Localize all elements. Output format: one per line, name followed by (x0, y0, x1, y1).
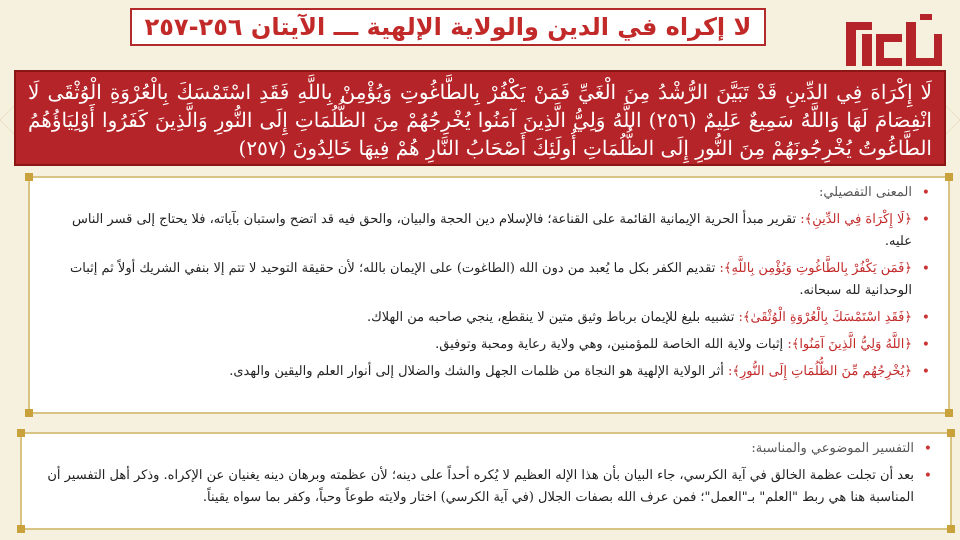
explanation-text: إثبات ولاية الله الخاصة للمؤمنين، وهي ولاية رعاية ومحبة وتوفيق. (435, 337, 784, 352)
explanation-text: تقرير مبدأ الحرية الإيمانية القائمة على القناعة؛ فالإسلام دين الحجة والبيان، والحق فيه قد اتضح واستبان بآياته، فلا يحتاج إلى قسر الناس عليه. (71, 212, 912, 249)
detailed-meaning-panel (28, 176, 950, 414)
page-title (130, 8, 766, 46)
thematic-heading: • التفسير الموضوعي والمناسبة: (46, 438, 934, 460)
thematic-item (46, 465, 934, 509)
corner-ornament (17, 429, 25, 437)
verse-box (14, 70, 946, 166)
quote-text: ﴿لَا إِكْرَاهَ فِي الدِّينِ﴾: (800, 212, 912, 227)
detail-item (58, 209, 932, 253)
detail-item (58, 307, 932, 329)
quote-text: ﴿فَمَن يَكْفُرْ بِالطَّاغُوتِ وَيُؤْمِن بِاللَّهِ﴾: (719, 261, 912, 276)
corner-ornament (947, 429, 955, 437)
thematic-panel (20, 432, 952, 530)
explanation-text: تقديم الكفر بكل ما يُعبد من دون الله (الطاغوت) على الإيمان بالله؛ لأن حقيقة التوحيد لا تتم إلا بنفي الشريك أولاً ثم إثبات الوحدانية لله سبحانه. (70, 261, 912, 298)
explanation-text: أثر الولاية الإلهية هو النجاة من ظلمات الجهل والشك والضلال إلى أنوار العلم واليقين والهدى. (229, 364, 724, 379)
corner-ornament (947, 525, 955, 533)
explanation-text: تشبيه بليغ للإيمان برباط وثيق متين لا ينقطع، ينجي صاحبه من الهلاك. (366, 310, 735, 325)
page-title-text: لا إكراه في الدين والولاية الإلهية ـــ الآيتان ٢٥٦-٢٥٧ (144, 13, 752, 41)
corner-ornament (17, 525, 25, 533)
corner-ornament (25, 409, 33, 417)
quote-text: ﴿يُخْرِجُهُم مِّنَ الظُّلُمَاتِ إِلَى النُّورِ﴾: (727, 364, 912, 379)
detail-item (58, 361, 932, 383)
detail-item (58, 258, 932, 302)
detail-heading: • المعنى التفصيلي: (58, 182, 932, 204)
quote-text: ﴿فَقَدِ اسْتَمْسَكَ بِالْعُرْوَةِ الْوُثْقَىٰ﴾: (738, 310, 912, 325)
corner-ornament (25, 173, 33, 181)
quote-text: ﴿اللَّهُ وَلِيُّ الَّذِينَ آمَنُوا﴾: (787, 337, 912, 352)
thematic-text: بعد أن تجلت عظمة الخالق في آية الكرسي، جاء البيان بأن هذا الإله العظيم لا يُكره أحداً على دينه؛ لأن عظمته وبرهان دينه يغنيان عن الإكراه. وذكر أهل التفسير أن المناسبة هنا هي ربط "العلم" بـ"العمل"؛ فمن عرف الله بصفات الجلال (في آية الكرسي) اختار ولايته طوعاً وحباً، وكفر بما سواه يقيناً. (47, 468, 914, 505)
verse-text: لَا إِكْرَاهَ فِي الدِّينِ قَدْ تَبَيَّنَ الرُّشْدُ مِنَ الْغَيِّ فَمَنْ يَكْفُرْ بِالطَّاغُوتِ وَيُؤْمِنْ بِاللَّهِ فَقَدِ اسْتَمْسَكَ بِالْعُرْوَةِ الْوُثْقَى لَا انْفِصَامَ لَهَا وَاللَّهُ سَمِيعٌ عَلِيمٌ (٢٥٦) اللَّهُ وَلِيُّ الَّذِينَ آمَنُوا يُخْرِجُهُمْ مِنَ الظُّلُمَاتِ إِلَى النُّورِ وَالَّذِينَ كَفَرُوا أَوْلِيَاؤُهُمُ الطَّاغُوتُ يُخْرِجُونَهُمْ مِنَ النُّورِ إِلَى الظُّلُمَاتِ أُولَئِكَ أَصْحَابُ النَّارِ هُمْ فِيهَا خَالِدُونَ (٢٥٧) (28, 80, 932, 160)
detail-item (58, 334, 932, 356)
corner-ornament (945, 173, 953, 181)
corner-ornament (945, 409, 953, 417)
